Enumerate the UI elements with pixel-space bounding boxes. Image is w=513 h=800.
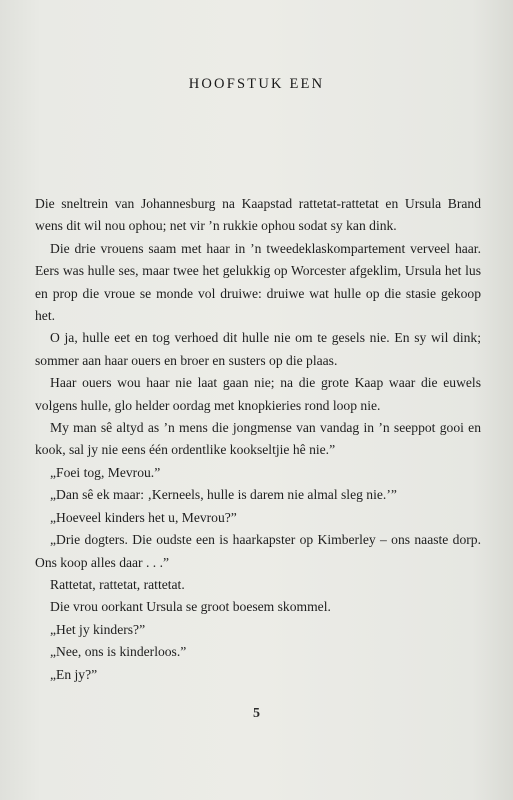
paragraph: Die drie vrouens saam met haar in ’n tweedeklaskompartement verveel haar. Eers was hulle ses, maar twee het gelukkig op Worcester afgeklim, Ursula het lus en prop die vroue se monde vol druiwe: druiwe wat hulle op die stasie gekoop het. (35, 240, 481, 324)
paragraph: „Hoeveel kinders het u, Mevrou?” (50, 509, 237, 525)
body-text (35, 193, 481, 686)
paragraph: „Het jy kinders?” (50, 621, 146, 637)
page-number: 5 (253, 706, 260, 721)
paragraph: „Drie dogters. Die oudste een is haarkapster op Kimberley – ons naaste dorp. Ons koop alles daar . . .” (35, 532, 481, 570)
paragraph: Die vrou oorkant Ursula se groot boesem skommel. (50, 599, 331, 615)
paragraph: „Nee, ons is kinderloos.” (50, 644, 187, 660)
paragraph: „Dan sê ek maar: ‚Kerneels, hulle is darem nie almal sleg nie.’” (50, 487, 397, 503)
paragraph: My man sê altyd as ’n mens die jongmense van vandag in ’n seeppot gooi en kook, sal jy nie eens één ordentlike kookseltjie hê nie.” (35, 420, 481, 458)
paragraph: O ja, hulle eet en tog verhoed dit hulle nie om te gesels nie. En sy wil dink; sommer aan haar ouers en broer en susters op die plaas. (35, 330, 481, 368)
paragraph: „En jy?” (50, 666, 98, 682)
paragraph: Die sneltrein van Johannesburg na Kaapstad rattetat-rattetat en Ursula Brand wens dit wil nou ophou; net vir ’n rukkie ophou sodat sy kan dink. (35, 196, 481, 234)
chapter-title: HOOFSTUK EEN (188, 76, 325, 92)
paragraph: Rattetat, rattetat, rattetat. (50, 576, 185, 592)
paragraph: „Foei tog, Mevrou.” (50, 464, 161, 480)
paragraph: Haar ouers wou haar nie laat gaan nie; na die grote Kaap waar die euwels volgens hulle, glo helder oordag met knopkieries rond loop nie. (35, 375, 481, 413)
